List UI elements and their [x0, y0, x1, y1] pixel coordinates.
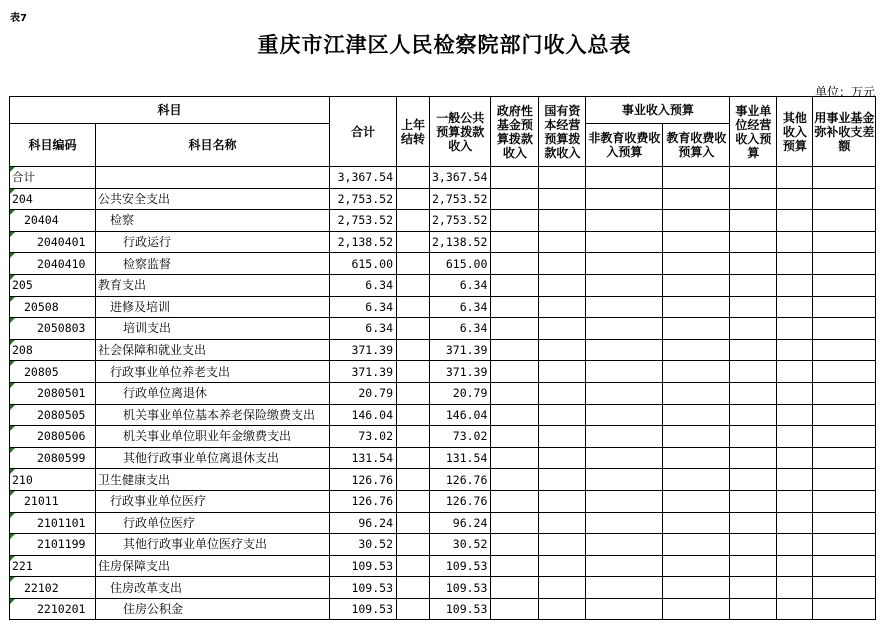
cell-state-capital [539, 188, 586, 210]
cell-general-budget: 615.00 [430, 253, 491, 275]
cell-code: 2050803 [10, 318, 96, 340]
cell-non-edu-fee [586, 577, 663, 599]
cell-code: 20805 [10, 361, 96, 383]
cell-gov-fund [491, 274, 539, 296]
cell-fund-make-up [813, 188, 876, 210]
cell-carryover [397, 253, 430, 275]
cell-code: 2080599 [10, 447, 96, 469]
header-general-budget: 一般公共预算拨款收入 [430, 97, 491, 167]
cell-edu-fee [663, 404, 730, 426]
cell-fund-make-up [813, 167, 876, 189]
cell-name: 行政单位离退休 [96, 382, 330, 404]
cell-other [777, 512, 813, 534]
cell-carryover [397, 188, 430, 210]
cell-operating [730, 447, 777, 469]
cell-code: 2040401 [10, 231, 96, 253]
cell-other [777, 188, 813, 210]
cell-state-capital [539, 490, 586, 512]
cell-carryover [397, 210, 430, 232]
cell-fund-make-up [813, 382, 876, 404]
cell-operating [730, 339, 777, 361]
cell-edu-fee [663, 555, 730, 577]
cell-carryover [397, 404, 430, 426]
cell-name: 社会保障和就业支出 [96, 339, 330, 361]
cell-fund-make-up [813, 598, 876, 620]
cell-name: 进修及培训 [96, 296, 330, 318]
cell-edu-fee [663, 274, 730, 296]
cell-state-capital [539, 274, 586, 296]
cell-gov-fund [491, 210, 539, 232]
cell-other [777, 318, 813, 340]
cell-state-capital [539, 534, 586, 556]
cell-total: 30.52 [330, 534, 397, 556]
cell-code: 205 [10, 274, 96, 296]
cell-general-budget: 2,753.52 [430, 188, 491, 210]
cell-non-edu-fee [586, 447, 663, 469]
cell-code: 2101199 [10, 534, 96, 556]
cell-fund-make-up [813, 253, 876, 275]
cell-general-budget: 2,753.52 [430, 210, 491, 232]
header-business-budget: 事业收入预算 [586, 97, 730, 124]
cell-operating [730, 469, 777, 491]
header-total: 合计 [330, 97, 397, 167]
table-row [10, 210, 876, 232]
cell-code: 2040410 [10, 253, 96, 275]
cell-carryover [397, 490, 430, 512]
cell-operating [730, 555, 777, 577]
cell-operating [730, 210, 777, 232]
cell-other [777, 210, 813, 232]
cell-general-budget: 371.39 [430, 339, 491, 361]
cell-operating [730, 577, 777, 599]
cell-carryover [397, 339, 430, 361]
cell-name: 检察监督 [96, 253, 330, 275]
cell-name: 其他行政事业单位医疗支出 [96, 534, 330, 556]
cell-other [777, 490, 813, 512]
cell-total: 109.53 [330, 577, 397, 599]
cell-other [777, 231, 813, 253]
cell-edu-fee [663, 188, 730, 210]
cell-non-edu-fee [586, 426, 663, 448]
cell-other [777, 534, 813, 556]
cell-gov-fund [491, 447, 539, 469]
cell-gov-fund [491, 382, 539, 404]
cell-operating [730, 382, 777, 404]
cell-edu-fee [663, 447, 730, 469]
table-row [10, 382, 876, 404]
cell-general-budget: 20.79 [430, 382, 491, 404]
table-row [10, 231, 876, 253]
cell-state-capital [539, 555, 586, 577]
cell-total: 6.34 [330, 296, 397, 318]
cell-general-budget: 109.53 [430, 598, 491, 620]
cell-name: 行政单位医疗 [96, 512, 330, 534]
cell-gov-fund [491, 534, 539, 556]
cell-operating [730, 188, 777, 210]
cell-non-edu-fee [586, 598, 663, 620]
cell-edu-fee [663, 167, 730, 189]
cell-state-capital [539, 426, 586, 448]
cell-non-edu-fee [586, 274, 663, 296]
page-title: 重庆市江津区人民检察院部门收入总表 [257, 32, 632, 57]
cell-state-capital [539, 339, 586, 361]
cell-fund-make-up [813, 534, 876, 556]
table-row [10, 253, 876, 275]
cell-code: 22102 [10, 577, 96, 599]
cell-other [777, 253, 813, 275]
cell-name: 住房公积金 [96, 598, 330, 620]
cell-operating [730, 426, 777, 448]
cell-operating [730, 318, 777, 340]
cell-non-edu-fee [586, 188, 663, 210]
table-row [10, 490, 876, 512]
cell-general-budget: 126.76 [430, 490, 491, 512]
cell-non-edu-fee [586, 512, 663, 534]
cell-general-budget: 3,367.54 [430, 167, 491, 189]
cell-non-edu-fee [586, 296, 663, 318]
header-code: 科目编码 [10, 124, 96, 167]
cell-general-budget: 146.04 [430, 404, 491, 426]
cell-code: 2210201 [10, 598, 96, 620]
cell-total: 73.02 [330, 426, 397, 448]
cell-carryover [397, 447, 430, 469]
cell-name: 卫生健康支出 [96, 469, 330, 491]
cell-carryover [397, 274, 430, 296]
cell-other [777, 598, 813, 620]
cell-code: 合计 [10, 167, 96, 189]
header-fund-make-up: 用事业基金弥补收支差额 [813, 97, 876, 167]
cell-code: 221 [10, 555, 96, 577]
cell-state-capital [539, 382, 586, 404]
cell-name: 行政运行 [96, 231, 330, 253]
table-row [10, 296, 876, 318]
cell-total: 146.04 [330, 404, 397, 426]
cell-fund-make-up [813, 296, 876, 318]
cell-general-budget: 96.24 [430, 512, 491, 534]
cell-operating [730, 534, 777, 556]
cell-gov-fund [491, 167, 539, 189]
cell-edu-fee [663, 512, 730, 534]
cell-total: 2,753.52 [330, 210, 397, 232]
cell-name: 行政事业单位医疗 [96, 490, 330, 512]
cell-code: 21011 [10, 490, 96, 512]
cell-gov-fund [491, 555, 539, 577]
cell-gov-fund [491, 598, 539, 620]
cell-general-budget: 109.53 [430, 555, 491, 577]
cell-code: 2101101 [10, 512, 96, 534]
cell-carryover [397, 361, 430, 383]
header-operating: 事业单位经营收入预算 [730, 97, 777, 167]
cell-general-budget: 126.76 [430, 469, 491, 491]
cell-total: 6.34 [330, 318, 397, 340]
cell-code: 20508 [10, 296, 96, 318]
cell-total: 109.53 [330, 598, 397, 620]
cell-edu-fee [663, 469, 730, 491]
cell-other [777, 296, 813, 318]
cell-gov-fund [491, 318, 539, 340]
table-row [10, 577, 876, 599]
table-number-tag: 表7 [10, 13, 27, 24]
cell-name: 机关事业单位职业年金缴费支出 [96, 426, 330, 448]
cell-carryover [397, 426, 430, 448]
cell-total: 126.76 [330, 490, 397, 512]
table-row [10, 598, 876, 620]
cell-total: 126.76 [330, 469, 397, 491]
cell-fund-make-up [813, 512, 876, 534]
cell-edu-fee [663, 577, 730, 599]
table-row [10, 426, 876, 448]
unit-label: 单位：万元 [814, 85, 875, 99]
cell-code: 20404 [10, 210, 96, 232]
cell-carryover [397, 512, 430, 534]
cell-total: 371.39 [330, 361, 397, 383]
table-row [10, 447, 876, 469]
cell-fund-make-up [813, 490, 876, 512]
cell-state-capital [539, 577, 586, 599]
cell-total: 2,138.52 [330, 231, 397, 253]
cell-other [777, 447, 813, 469]
cell-state-capital [539, 167, 586, 189]
cell-state-capital [539, 469, 586, 491]
cell-fund-make-up [813, 231, 876, 253]
cell-carryover [397, 296, 430, 318]
cell-gov-fund [491, 426, 539, 448]
cell-total: 2,753.52 [330, 188, 397, 210]
cell-other [777, 577, 813, 599]
cell-gov-fund [491, 188, 539, 210]
cell-general-budget: 131.54 [430, 447, 491, 469]
cell-gov-fund [491, 231, 539, 253]
cell-operating [730, 167, 777, 189]
cell-general-budget: 109.53 [430, 577, 491, 599]
cell-name: 教育支出 [96, 274, 330, 296]
cell-code: 2080505 [10, 404, 96, 426]
cell-total: 20.79 [330, 382, 397, 404]
cell-fund-make-up [813, 469, 876, 491]
table-row [10, 339, 876, 361]
cell-code: 208 [10, 339, 96, 361]
cell-operating [730, 361, 777, 383]
cell-non-edu-fee [586, 231, 663, 253]
cell-general-budget: 2,138.52 [430, 231, 491, 253]
cell-operating [730, 274, 777, 296]
cell-fund-make-up [813, 404, 876, 426]
cell-gov-fund [491, 296, 539, 318]
table-row [10, 188, 876, 210]
cell-non-edu-fee [586, 318, 663, 340]
cell-fund-make-up [813, 447, 876, 469]
cell-gov-fund [491, 253, 539, 275]
cell-other [777, 361, 813, 383]
table-row [10, 274, 876, 296]
cell-other [777, 382, 813, 404]
cell-gov-fund [491, 469, 539, 491]
cell-non-edu-fee [586, 555, 663, 577]
cell-carryover [397, 382, 430, 404]
table-row [10, 361, 876, 383]
cell-edu-fee [663, 361, 730, 383]
cell-total: 109.53 [330, 555, 397, 577]
header-edu-fee: 教育收费收预算入 [663, 124, 730, 167]
cell-non-edu-fee [586, 469, 663, 491]
cell-edu-fee [663, 426, 730, 448]
cell-name: 公共安全支出 [96, 188, 330, 210]
cell-total: 6.34 [330, 274, 397, 296]
cell-carryover [397, 598, 430, 620]
cell-state-capital [539, 512, 586, 534]
cell-state-capital [539, 210, 586, 232]
table-row [10, 167, 876, 189]
cell-fund-make-up [813, 361, 876, 383]
cell-fund-make-up [813, 274, 876, 296]
cell-general-budget: 6.34 [430, 296, 491, 318]
cell-fund-make-up [813, 426, 876, 448]
table-row [10, 534, 876, 556]
cell-edu-fee [663, 296, 730, 318]
cell-state-capital [539, 447, 586, 469]
header-other: 其他收入预算 [777, 97, 813, 167]
cell-state-capital [539, 296, 586, 318]
cell-name: 其他行政事业单位离退休支出 [96, 447, 330, 469]
cell-carryover [397, 555, 430, 577]
cell-edu-fee [663, 339, 730, 361]
cell-non-edu-fee [586, 404, 663, 426]
cell-operating [730, 598, 777, 620]
cell-name: 培训支出 [96, 318, 330, 340]
cell-other [777, 555, 813, 577]
table-row [10, 555, 876, 577]
cell-gov-fund [491, 339, 539, 361]
cell-name: 住房保障支出 [96, 555, 330, 577]
cell-state-capital [539, 598, 586, 620]
cell-non-edu-fee [586, 534, 663, 556]
cell-operating [730, 231, 777, 253]
cell-carryover [397, 231, 430, 253]
cell-code: 2080506 [10, 426, 96, 448]
header-non-edu-fee: 非教育收费收入预算 [586, 124, 663, 167]
cell-gov-fund [491, 404, 539, 426]
cell-non-edu-fee [586, 339, 663, 361]
cell-code: 204 [10, 188, 96, 210]
cell-gov-fund [491, 577, 539, 599]
cell-operating [730, 490, 777, 512]
cell-total: 371.39 [330, 339, 397, 361]
cell-total: 131.54 [330, 447, 397, 469]
header-subject: 科目 [10, 97, 330, 124]
income-summary-table [9, 96, 876, 620]
cell-operating [730, 253, 777, 275]
cell-other [777, 426, 813, 448]
cell-edu-fee [663, 231, 730, 253]
header-name: 科目名称 [96, 124, 330, 167]
cell-state-capital [539, 404, 586, 426]
cell-edu-fee [663, 490, 730, 512]
table-row [10, 469, 876, 491]
cell-carryover [397, 167, 430, 189]
cell-state-capital [539, 318, 586, 340]
cell-edu-fee [663, 598, 730, 620]
cell-non-edu-fee [586, 253, 663, 275]
cell-edu-fee [663, 318, 730, 340]
cell-name: 机关事业单位基本养老保险缴费支出 [96, 404, 330, 426]
header-gov-fund: 政府性基金预算拨款收入 [491, 97, 539, 167]
cell-name: 行政事业单位养老支出 [96, 361, 330, 383]
cell-fund-make-up [813, 210, 876, 232]
cell-edu-fee [663, 382, 730, 404]
cell-edu-fee [663, 253, 730, 275]
cell-fund-make-up [813, 577, 876, 599]
cell-other [777, 404, 813, 426]
cell-code: 210 [10, 469, 96, 491]
cell-general-budget: 6.34 [430, 274, 491, 296]
cell-edu-fee [663, 534, 730, 556]
cell-state-capital [539, 253, 586, 275]
cell-gov-fund [491, 512, 539, 534]
cell-non-edu-fee [586, 490, 663, 512]
cell-carryover [397, 469, 430, 491]
cell-non-edu-fee [586, 167, 663, 189]
cell-fund-make-up [813, 555, 876, 577]
header-state-capital: 国有资本经营预算拨款收入 [539, 97, 586, 167]
cell-other [777, 274, 813, 296]
cell-general-budget: 371.39 [430, 361, 491, 383]
cell-name [96, 167, 330, 189]
cell-fund-make-up [813, 318, 876, 340]
table-row [10, 404, 876, 426]
cell-operating [730, 404, 777, 426]
cell-total: 615.00 [330, 253, 397, 275]
cell-code: 2080501 [10, 382, 96, 404]
cell-non-edu-fee [586, 382, 663, 404]
header-carryover: 上年结转 [397, 97, 430, 167]
cell-operating [730, 512, 777, 534]
cell-total: 96.24 [330, 512, 397, 534]
cell-non-edu-fee [586, 361, 663, 383]
cell-total: 3,367.54 [330, 167, 397, 189]
cell-non-edu-fee [586, 210, 663, 232]
cell-name: 检察 [96, 210, 330, 232]
cell-other [777, 167, 813, 189]
cell-name: 住房改革支出 [96, 577, 330, 599]
cell-other [777, 469, 813, 491]
table-row [10, 512, 876, 534]
cell-carryover [397, 534, 430, 556]
cell-carryover [397, 577, 430, 599]
cell-state-capital [539, 231, 586, 253]
cell-edu-fee [663, 210, 730, 232]
cell-carryover [397, 318, 430, 340]
cell-operating [730, 296, 777, 318]
cell-general-budget: 6.34 [430, 318, 491, 340]
cell-other [777, 339, 813, 361]
cell-gov-fund [491, 361, 539, 383]
cell-fund-make-up [813, 339, 876, 361]
table-row [10, 318, 876, 340]
cell-general-budget: 30.52 [430, 534, 491, 556]
cell-state-capital [539, 361, 586, 383]
cell-gov-fund [491, 490, 539, 512]
cell-general-budget: 73.02 [430, 426, 491, 448]
